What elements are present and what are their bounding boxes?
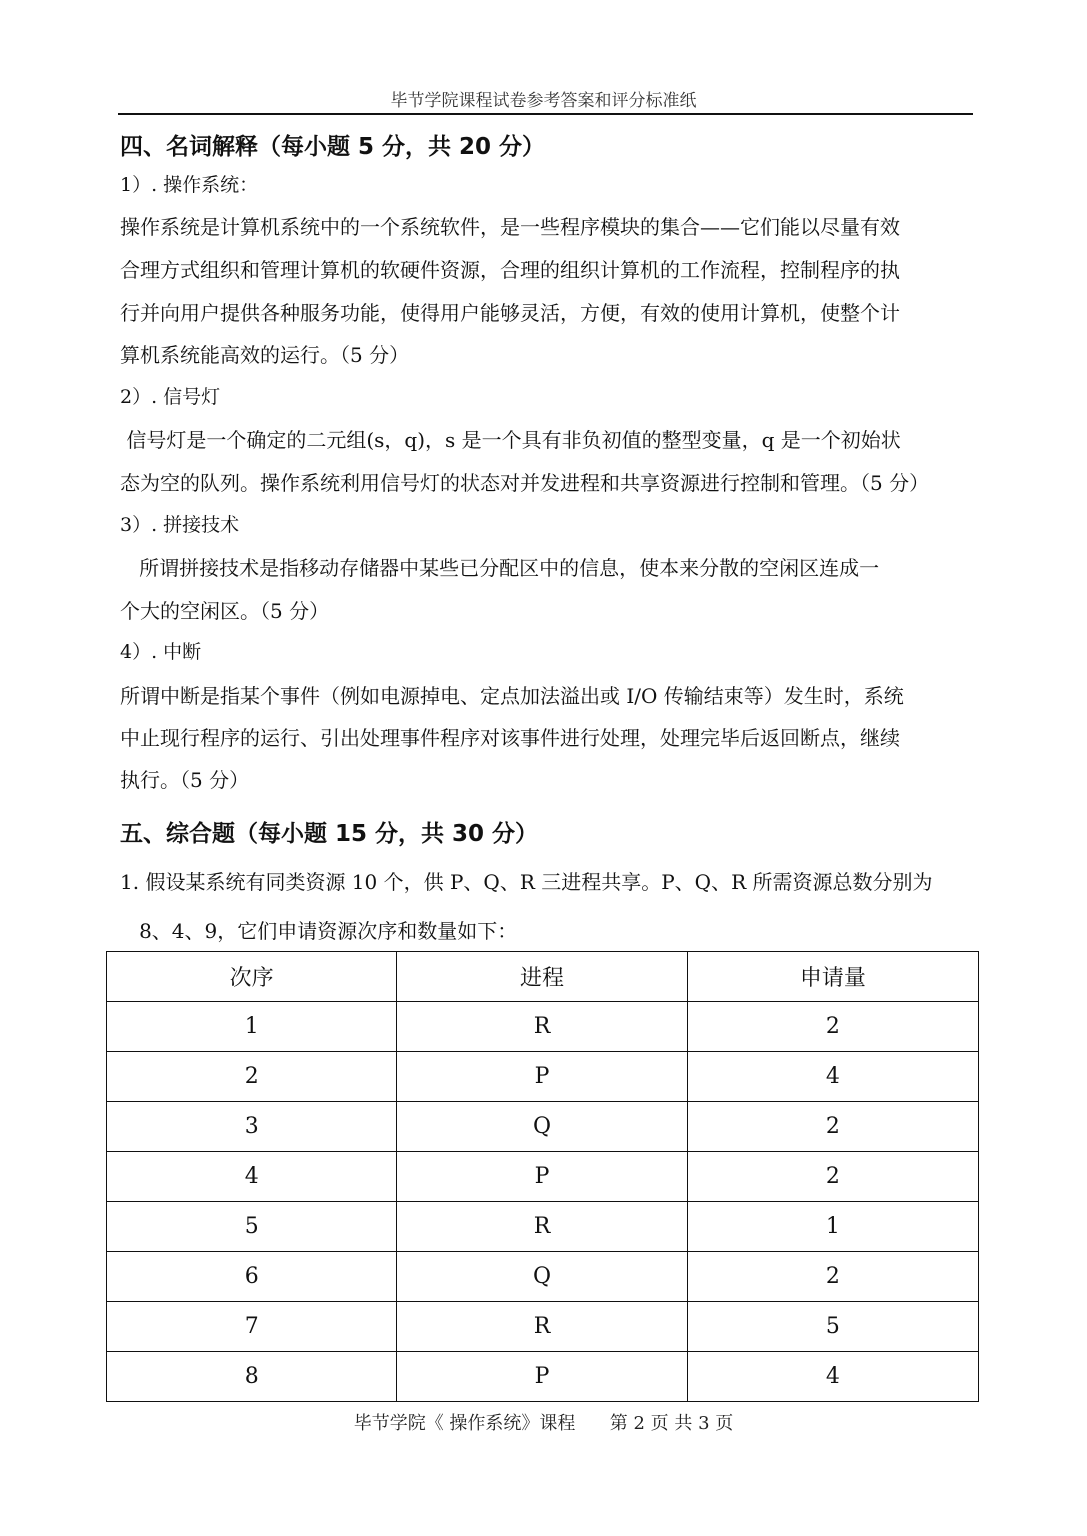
- table-cell: R: [397, 1302, 687, 1352]
- term-text-line: 信号灯是一个确定的二元组(s，q)，s 是一个具有非负初值的整型变量，q 是一个初始状: [120, 428, 901, 452]
- term-text-line: 中止现行程序的运行、引出处理事件程序对该事件进行处理，处理完毕后返回断点，继续: [120, 726, 900, 750]
- table-cell: R: [397, 1202, 687, 1252]
- table-row: [107, 1152, 979, 1202]
- table-cell: R: [397, 1002, 687, 1052]
- table-header-row: [107, 952, 979, 1002]
- table-cell: 3: [107, 1102, 397, 1152]
- question-1-line: 8、4、9，它们申请资源次序和数量如下：: [120, 919, 518, 943]
- term-text-line: 所谓中断是指某个事件（例如电源掉电、定点加法溢出或 I/O 传输结束等）发生时，系统: [120, 684, 904, 708]
- table-cell: 2: [687, 1102, 978, 1152]
- table-cell: 4: [107, 1152, 397, 1202]
- column-header-process: 进程: [397, 952, 687, 1002]
- table-cell: 2: [687, 1002, 978, 1052]
- table-row: [107, 1002, 979, 1052]
- table-row: [107, 1302, 979, 1352]
- table-row: [107, 1102, 979, 1152]
- table-cell: 5: [687, 1302, 978, 1352]
- section-5-title: 五、综合题（每小题 15 分，共 30 分）: [120, 821, 539, 847]
- table-cell: 4: [687, 1052, 978, 1102]
- term-text-line: 操作系统是计算机系统中的一个系统软件，是一些程序模块的集合——它们能以尽量有效: [120, 215, 900, 239]
- table-cell: 2: [107, 1052, 397, 1102]
- table-cell: 1: [107, 1002, 397, 1052]
- term-text-line: 行并向用户提供各种服务功能，使得用户能够灵活，方便，有效的使用计算机，使整个计: [120, 301, 900, 325]
- table-cell: 2: [687, 1252, 978, 1302]
- table-cell: P: [397, 1052, 687, 1102]
- term-text-line: 态为空的队列。操作系统利用信号灯的状态对并发进程和共享资源进行控制和管理。（5 分）: [120, 471, 930, 495]
- header-rule: [118, 113, 973, 115]
- page-header: 毕节学院课程试卷参考答案和评分标准纸: [390, 91, 697, 111]
- table-cell: 5: [107, 1202, 397, 1252]
- table-cell: 2: [687, 1152, 978, 1202]
- table-cell: Q: [397, 1252, 687, 1302]
- term-text-line: 执行。（5 分）: [120, 768, 250, 792]
- resource-request-table: [106, 951, 979, 1402]
- table-row: [107, 1052, 979, 1102]
- table-cell: 1: [687, 1202, 978, 1252]
- table-cell: 6: [107, 1252, 397, 1302]
- table-row: [107, 1202, 979, 1252]
- column-header-order: 次序: [107, 952, 397, 1002]
- table-row: [107, 1252, 979, 1302]
- table-cell: 7: [107, 1302, 397, 1352]
- term-text-line: 个大的空闲区。（5 分）: [120, 599, 330, 623]
- term-text-line: 算机系统能高效的运行。（5 分）: [120, 343, 410, 367]
- table-cell: 8: [107, 1352, 397, 1402]
- table-cell: 4: [687, 1352, 978, 1402]
- question-1-line: 1. 假设某系统有同类资源 10 个，供 P、Q、R 三进程共享。P、Q、R 所需资源总数分别为: [120, 870, 933, 894]
- column-header-amount: 申请量: [687, 952, 978, 1002]
- term-label-interrupt: 4）. 中断: [120, 641, 202, 663]
- term-label-semaphore: 2）. 信号灯: [120, 386, 221, 408]
- table-cell: P: [397, 1352, 687, 1402]
- table-cell: P: [397, 1152, 687, 1202]
- term-text-line: 所谓拼接技术是指移动存储器中某些已分配区中的信息，使本来分散的空闲区连成一: [120, 556, 880, 580]
- term-label-os: 1）. 操作系统：: [120, 174, 259, 196]
- term-text-line: 合理方式组织和管理计算机的软硬件资源，合理的组织计算机的工作流程，控制程序的执: [120, 258, 900, 282]
- page-footer: 毕节学院《 操作系统》课程 第 2 页 共 3 页: [353, 1413, 734, 1434]
- table-row: [107, 1352, 979, 1402]
- section-4-title: 四、名词解释（每小题 5 分，共 20 分）: [120, 134, 546, 160]
- table-cell: Q: [397, 1102, 687, 1152]
- term-label-compaction: 3）. 拼接技术: [120, 514, 240, 536]
